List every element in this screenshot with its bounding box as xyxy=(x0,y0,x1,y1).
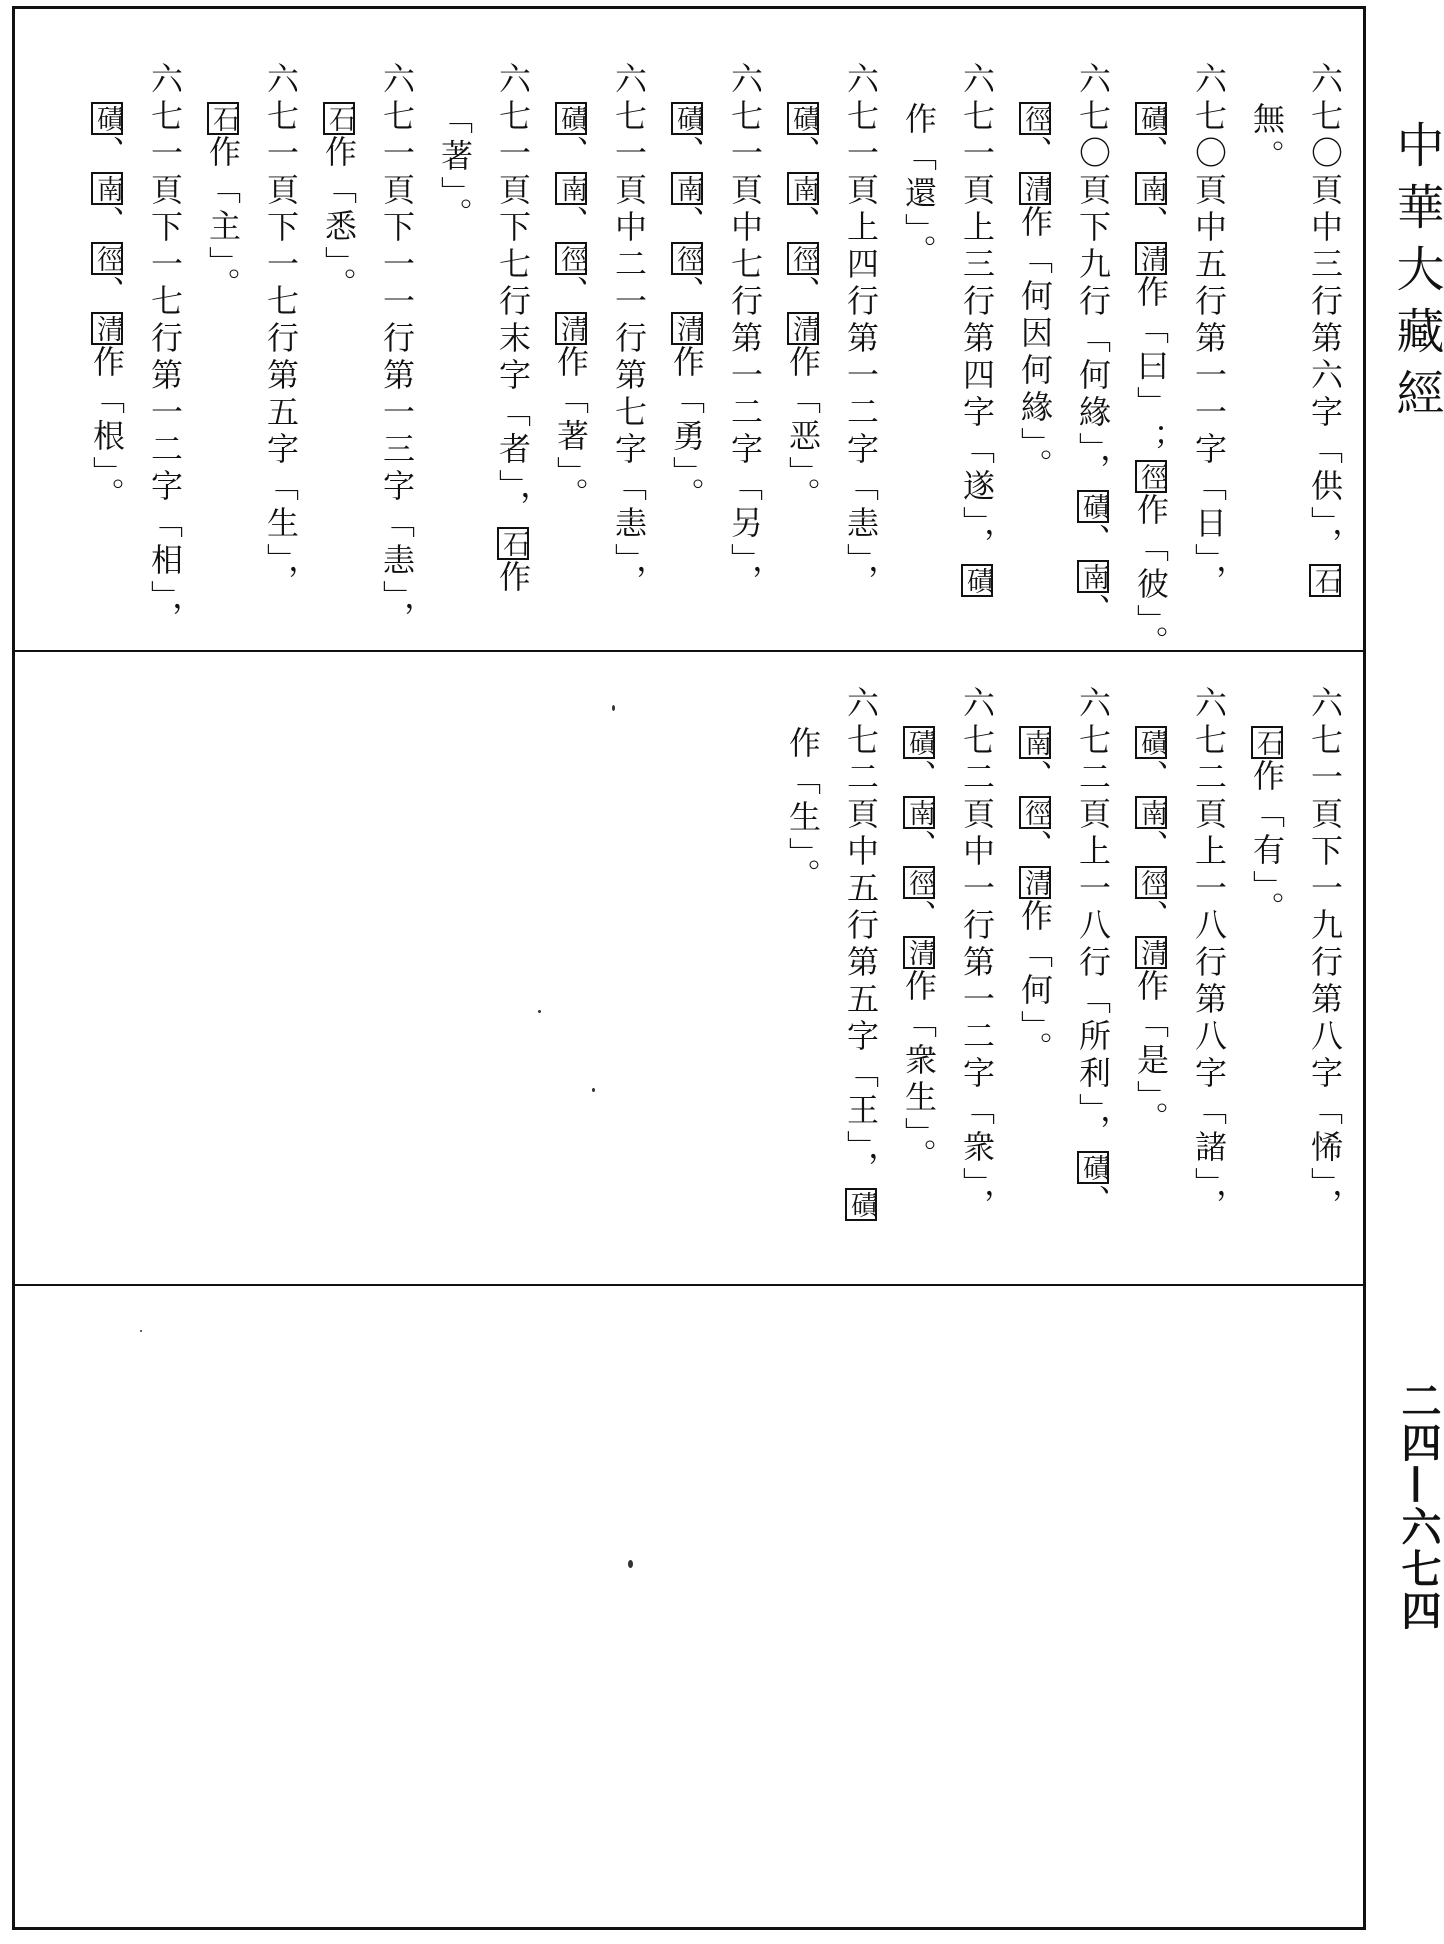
note-text: 、 xyxy=(1016,829,1054,866)
note-text: 作「衆生」。 xyxy=(900,969,938,1175)
note-text: 、 xyxy=(1132,899,1170,936)
edition-abbrev-box: 石 xyxy=(1309,564,1341,597)
note-text: 、 xyxy=(784,275,822,312)
edition-abbrev-box: 清 xyxy=(1019,172,1051,205)
scan-speck xyxy=(140,1330,142,1332)
note-text: 作「有」。 xyxy=(1248,759,1286,928)
edition-abbrev-box: 南 xyxy=(1135,172,1167,205)
edition-abbrev-box: 磧 xyxy=(1077,1151,1109,1184)
note-text: 六七一頁下一七行第一二字「相」， xyxy=(146,62,184,638)
edition-abbrev-box: 磧 xyxy=(1077,490,1109,523)
edition-abbrev-box: 磧 xyxy=(961,564,993,597)
note-text: 作「何因何緣」。 xyxy=(1016,205,1054,485)
note-text: 、 xyxy=(668,205,706,242)
note-text: 、 xyxy=(1074,523,1112,560)
note-text: 作「勇」。 xyxy=(668,345,706,514)
note-text: 「著」。 xyxy=(436,102,474,234)
note-text: 作「生」。 xyxy=(784,726,822,895)
note-text: 、 xyxy=(900,899,938,936)
page-number: 二四—六七四 xyxy=(1395,1380,1442,1632)
note-continuation-column xyxy=(1238,44,1296,176)
edition-abbrev-box: 徑 xyxy=(787,242,819,275)
edition-abbrev-box: 石 xyxy=(323,102,355,135)
edition-abbrev-box: 南 xyxy=(1135,796,1167,829)
note-entry-column xyxy=(1180,668,1238,1225)
edition-abbrev-box: 徑 xyxy=(1019,102,1051,135)
note-entry-column xyxy=(1296,44,1354,597)
note-text: 作「還」。 xyxy=(900,102,938,271)
note-continuation-column xyxy=(542,44,600,514)
note-continuation-column xyxy=(1122,668,1180,1138)
note-continuation-column xyxy=(78,44,136,514)
edition-abbrev-box: 徑 xyxy=(1019,796,1051,829)
note-text: 、 xyxy=(1132,829,1170,866)
collation-notes-register-2 xyxy=(774,668,1354,1268)
note-text: 作「悉」。 xyxy=(320,135,358,304)
note-continuation-column xyxy=(890,44,948,271)
note-text: 、 xyxy=(1074,1184,1112,1221)
note-text: 六七一頁上三行第四字「遂」， xyxy=(958,62,996,564)
note-text: 、 xyxy=(1016,759,1054,796)
edition-abbrev-box: 磧 xyxy=(671,102,703,135)
note-text: 、 xyxy=(784,205,822,242)
note-text: 六七二頁上一八行「所利」， xyxy=(1074,686,1112,1151)
note-entry-column xyxy=(1180,44,1238,601)
note-text: 、 xyxy=(552,205,590,242)
note-text: 作「何」。 xyxy=(1016,899,1054,1068)
note-text: 、 xyxy=(1074,593,1112,630)
edition-abbrev-box: 清 xyxy=(903,936,935,969)
edition-abbrev-box: 磧 xyxy=(1135,726,1167,759)
edition-abbrev-box: 清 xyxy=(787,312,819,345)
note-text: 作「曰」； xyxy=(1132,275,1170,460)
note-text: 六七一頁中二一行第七字「恚」， xyxy=(610,62,648,601)
edition-abbrev-box: 南 xyxy=(903,796,935,829)
edition-abbrev-box: 南 xyxy=(555,172,587,205)
note-text: 、 xyxy=(1016,135,1054,172)
note-entry-column xyxy=(716,44,774,601)
note-entry-column xyxy=(832,668,890,1221)
edition-abbrev-box: 徑 xyxy=(91,242,123,275)
note-text: 、 xyxy=(784,135,822,172)
scan-speck xyxy=(592,1088,595,1092)
edition-abbrev-box: 徑 xyxy=(903,866,935,899)
edition-abbrev-box: 磧 xyxy=(787,102,819,135)
edition-abbrev-box: 磧 xyxy=(1135,102,1167,135)
note-text: 作 xyxy=(494,560,532,597)
note-entry-column xyxy=(948,44,1006,597)
scan-speck xyxy=(612,705,615,711)
collation-notes-register-1 xyxy=(78,44,1354,662)
edition-abbrev-box: 磧 xyxy=(903,726,935,759)
note-text: 六七一頁下一七行第五字「生」， xyxy=(262,62,300,601)
edition-abbrev-box: 徑 xyxy=(1135,866,1167,899)
edition-abbrev-box: 清 xyxy=(91,312,123,345)
note-entry-column xyxy=(832,44,890,601)
note-text: 六七一頁下一一行第一三字「恚」， xyxy=(378,62,416,638)
note-entry-column xyxy=(368,44,426,638)
note-entry-column xyxy=(948,668,1006,1225)
edition-abbrev-box: 磧 xyxy=(91,102,123,135)
note-continuation-column xyxy=(1238,668,1296,928)
note-continuation-column xyxy=(774,668,832,895)
edition-abbrev-box: 徑 xyxy=(555,242,587,275)
edition-abbrev-box: 清 xyxy=(1135,242,1167,275)
note-text: 作「主」。 xyxy=(204,135,242,304)
note-text: 、 xyxy=(1132,135,1170,172)
note-text: 六七二頁上一八行第八字「諸」， xyxy=(1190,686,1228,1225)
note-text: 作「著」。 xyxy=(552,345,590,514)
note-text: 無。 xyxy=(1248,102,1286,176)
note-text: 六七〇頁中五行第一一字「日」， xyxy=(1190,62,1228,601)
note-text: 、 xyxy=(552,275,590,312)
edition-abbrev-box: 南 xyxy=(1019,726,1051,759)
edition-abbrev-box: 清 xyxy=(1135,936,1167,969)
note-text: 六七一頁下七行末字「者」， xyxy=(494,62,532,527)
scan-speck xyxy=(538,1010,541,1013)
note-continuation-column xyxy=(1122,44,1180,662)
edition-abbrev-box: 南 xyxy=(671,172,703,205)
register-divider-bottom xyxy=(12,1284,1366,1286)
note-text: 、 xyxy=(88,275,126,312)
note-entry-column xyxy=(1064,668,1122,1221)
note-text: 作「是」。 xyxy=(1132,969,1170,1138)
note-continuation-column xyxy=(774,44,832,514)
note-continuation-column xyxy=(194,44,252,304)
note-text: 六七一頁中七行第一二字「另」， xyxy=(726,62,764,601)
note-text: 六七〇頁下九行「何緣」， xyxy=(1074,62,1112,490)
note-entry-column xyxy=(1064,44,1122,630)
note-continuation-column xyxy=(658,44,716,514)
note-text: 、 xyxy=(88,135,126,172)
edition-abbrev-box: 南 xyxy=(1077,560,1109,593)
edition-abbrev-box: 清 xyxy=(1019,866,1051,899)
edition-abbrev-box: 南 xyxy=(91,172,123,205)
note-continuation-column xyxy=(426,44,484,234)
note-text: 、 xyxy=(1132,205,1170,242)
note-text: 、 xyxy=(88,205,126,242)
edition-abbrev-box: 清 xyxy=(671,312,703,345)
note-text: 、 xyxy=(668,135,706,172)
edition-abbrev-box: 磧 xyxy=(555,102,587,135)
note-entry-column xyxy=(1296,668,1354,1225)
scan-speck xyxy=(628,1560,633,1568)
note-entry-column xyxy=(600,44,658,601)
note-text: 六七一頁下一九行第八字「悕」， xyxy=(1306,686,1344,1225)
note-text: 、 xyxy=(900,759,938,796)
note-text: 六七一頁上四行第一二字「恚」， xyxy=(842,62,880,601)
edition-abbrev-box: 南 xyxy=(787,172,819,205)
edition-abbrev-box: 徑 xyxy=(1135,460,1167,493)
note-text: 、 xyxy=(900,829,938,866)
note-text: 、 xyxy=(1132,759,1170,796)
note-continuation-column xyxy=(310,44,368,304)
note-text: 作「恶」。 xyxy=(784,345,822,514)
note-text: 作「根」。 xyxy=(88,345,126,514)
edition-abbrev-box: 清 xyxy=(555,312,587,345)
edition-abbrev-box: 石 xyxy=(497,527,529,560)
running-title: 中華大藏經 xyxy=(1388,120,1444,430)
note-continuation-column xyxy=(1006,44,1064,485)
note-text: 作「彼」。 xyxy=(1132,493,1170,662)
note-continuation-column xyxy=(890,668,948,1175)
note-entry-column xyxy=(136,44,194,638)
note-text: 、 xyxy=(668,275,706,312)
edition-abbrev-box: 石 xyxy=(207,102,239,135)
note-text: 六七二頁中五行第五字「王」， xyxy=(842,686,880,1188)
note-continuation-column xyxy=(1006,668,1064,1068)
note-text: 、 xyxy=(552,135,590,172)
edition-abbrev-box: 磧 xyxy=(845,1188,877,1221)
note-entry-column xyxy=(252,44,310,601)
edition-abbrev-box: 徑 xyxy=(671,242,703,275)
edition-abbrev-box: 石 xyxy=(1251,726,1283,759)
note-entry-column xyxy=(484,44,542,597)
note-text: 六七〇頁中三行第六字「供」， xyxy=(1306,62,1344,564)
note-text: 六七二頁中一行第一二字「衆」， xyxy=(958,686,996,1225)
